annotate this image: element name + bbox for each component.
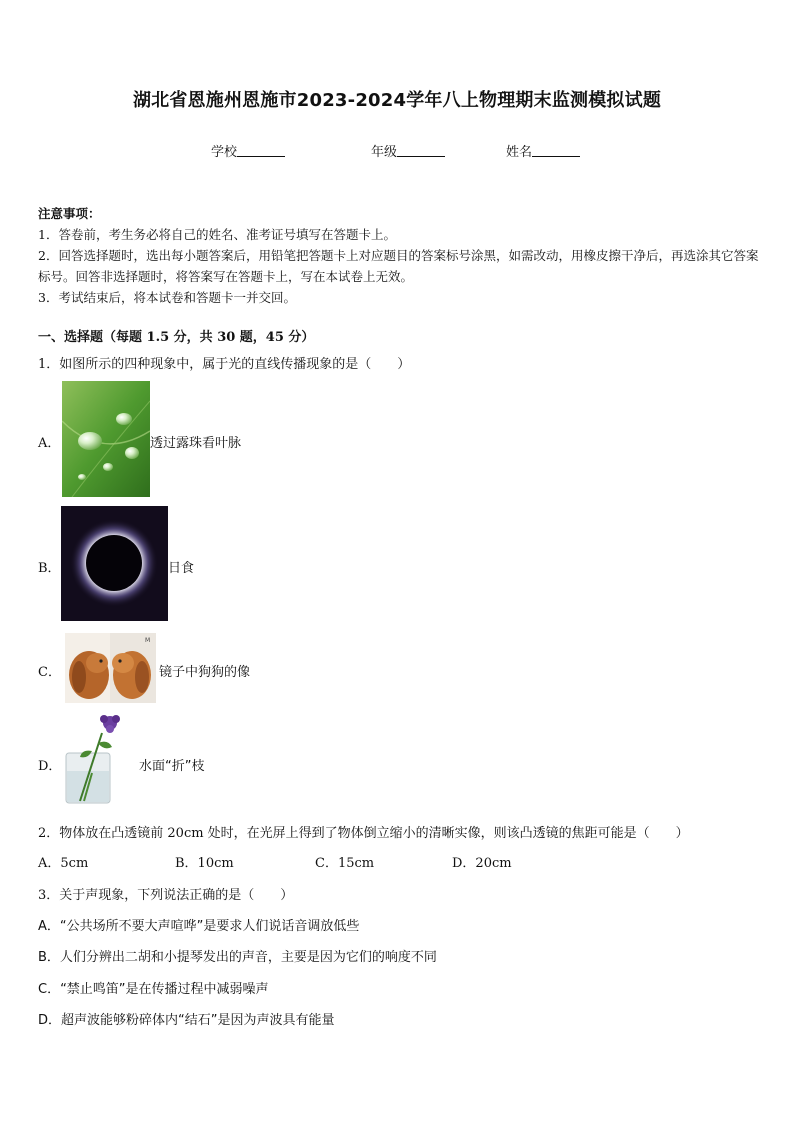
flower-in-water-image	[62, 713, 138, 806]
grade-field	[371, 141, 445, 160]
notes-item-3: 3．考试结束后，将本试卷和答题卡一并交回。	[38, 290, 296, 305]
question-3-stem: 3．关于声现象，下列说法正确的是（ ）	[38, 888, 294, 903]
notes-item-2: 2．回答选择题时，选出每小题答案后，用铅笔把答题卡上对应题目的答案标号涂黑，如需改动，用橡皮擦干净后，再选涂其它答案标号。回答非选择题时，将答案写在答题卡上，写在本试卷上无效。	[38, 248, 759, 284]
name-blank	[532, 144, 580, 157]
q2-option-c: C．15cm	[315, 856, 375, 871]
q3-option-a: A．“公共场所不要大声喧哗”是要求人们说话音调放低些	[38, 919, 360, 934]
q1-option-d-text: 水面“折”枝	[139, 759, 205, 774]
grade-blank	[397, 144, 445, 157]
grade-label: 年级	[371, 145, 398, 160]
q2-option-a: A．5cm	[38, 856, 89, 871]
q3-option-c: C．“禁止鸣笛”是在传播过程中减弱噪声	[38, 982, 269, 997]
solar-eclipse-image	[61, 506, 168, 621]
school-label: 学校	[211, 145, 238, 160]
question-2-stem: 2．物体放在凸透镜前 20cm 处时，在光屏上得到了物体倒立缩小的清晰实像，则该凸透镜的焦距可能是（ ）	[38, 826, 689, 841]
section-title: 一、选择题（每题 1.5 分，共 30 题，45 分）	[38, 330, 315, 345]
school-field	[211, 141, 285, 160]
name-label: 姓名	[506, 145, 533, 160]
dewdrop-leaf-image	[62, 381, 150, 497]
q1-option-c-text: 镜子中狗狗的像	[159, 665, 251, 680]
q3-option-d: D．超声波能够粉碎体内“结石”是因为声波具有能量	[38, 1013, 335, 1028]
q3-option-b: B．人们分辨出二胡和小提琴发出的声音，主要是因为它们的响度不同	[38, 950, 437, 965]
name-field	[506, 141, 580, 160]
notes-heading: 注意事项：	[38, 206, 101, 221]
q2-option-d: D．20cm	[452, 856, 512, 871]
q1-option-b-text: 日食	[168, 561, 195, 576]
school-blank	[237, 144, 285, 157]
q1-option-d-letter: D．	[38, 759, 62, 774]
q1-option-a-text: 透过露珠看叶脉	[150, 436, 242, 451]
notes-item-1: 1．答卷前，考生务必将自己的姓名、准考证号填写在答题卡上。	[38, 227, 396, 242]
dog-mirror-image	[65, 633, 156, 703]
q2-option-b: B．10cm	[175, 856, 234, 871]
svg-text:M: M	[145, 637, 151, 644]
q1-option-b-letter: B．	[38, 561, 61, 576]
notes-block	[38, 203, 768, 308]
q1-option-c-letter: C．	[38, 665, 61, 680]
question-1-stem: 1．如图所示的四种现象中，属于光的直线传播现象的是（ ）	[38, 357, 411, 372]
q1-option-a-letter: A．	[38, 436, 61, 451]
page-title: 湖北省恩施州恩施市2023-2024学年八上物理期末监测模拟试题	[132, 90, 662, 111]
